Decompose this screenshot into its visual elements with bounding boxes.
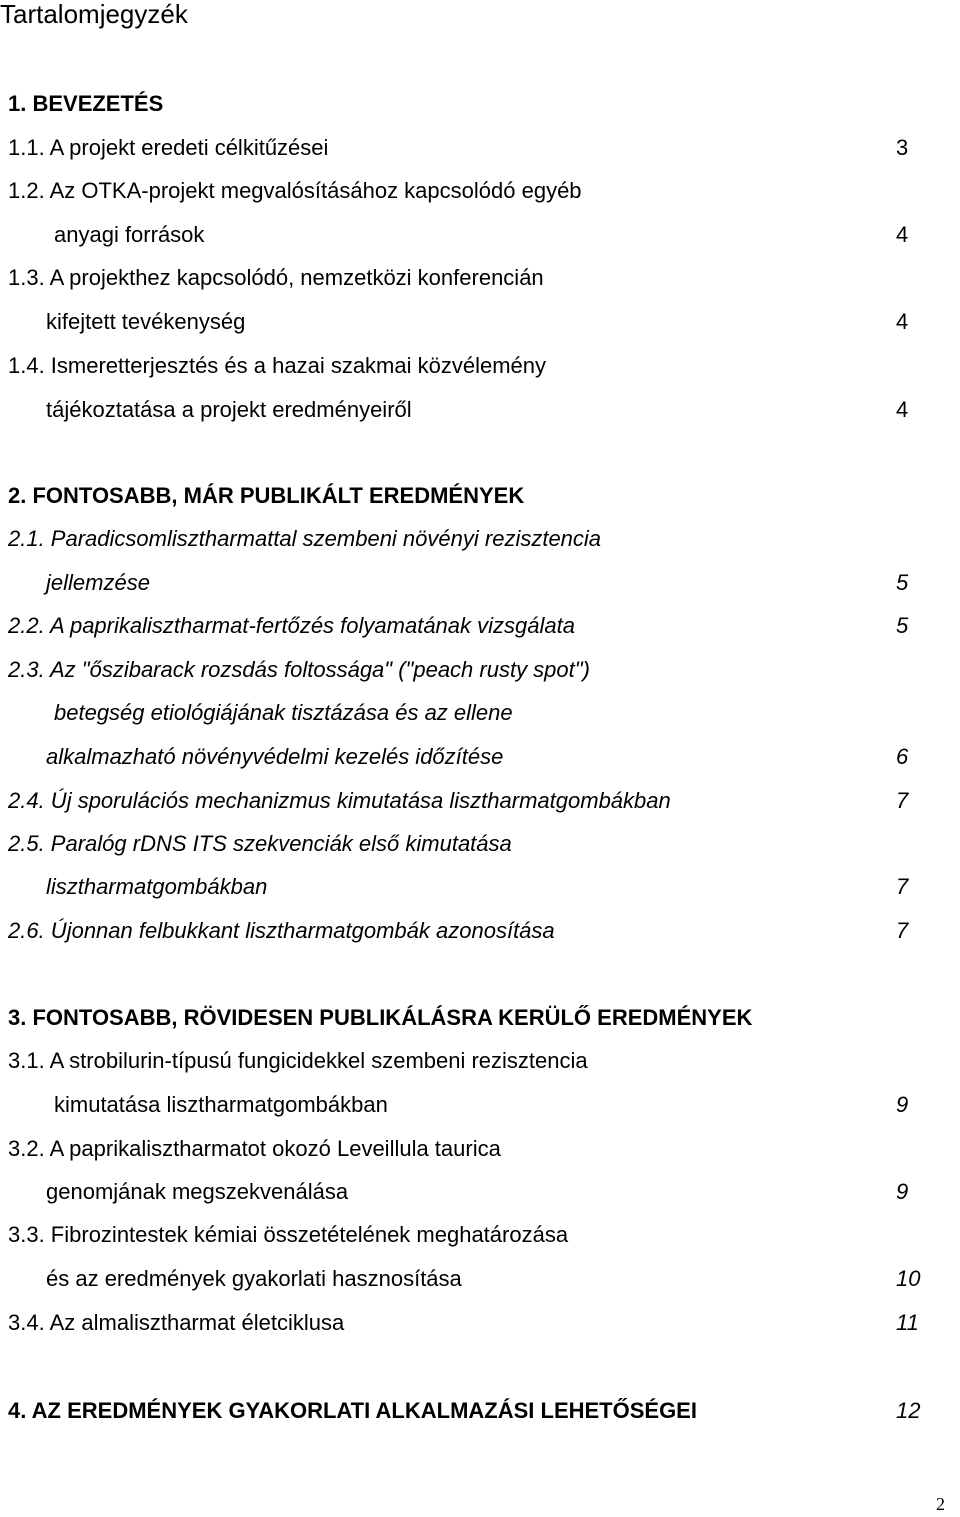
toc-entry-2-1-cont: jellemzése [46, 570, 150, 595]
toc-entry-3-2-text: 3.2. A paprikalisztharmatot okozó [8, 1136, 337, 1161]
toc-entry-2-5-cont: lisztharmatgombákban [46, 874, 268, 899]
toc-page-3-3: 10 [896, 1266, 921, 1291]
toc-entry-3-3-cont: és az eredmények gyakorlati hasznosítása [46, 1266, 462, 1291]
toc-page-2-5: 7 [896, 874, 909, 899]
section-2-heading: 2. FONTOSABB, MÁR PUBLIKÁLT EREDMÉNYEK [8, 483, 525, 508]
toc-entry-2-6: 2.6. Újonnan felbukkant lisztharmatgombák azonosítása [8, 918, 555, 943]
toc-entry-1-4: 1.4. Ismeretterjesztés és a hazai szakmai közvélemény [8, 353, 547, 378]
toc-entry-1-1: 1.1. A projekt eredeti célkitűzései [8, 135, 329, 160]
toc-entry-3-3: 3.3. Fibrozintestek kémiai összetételének meghatározása [8, 1222, 569, 1247]
toc-entry-2-2: 2.2. A paprikalisztharmat-fertőzés folyamatának vizsgálata [8, 613, 575, 638]
toc-page-1-3: 4 [896, 309, 909, 334]
toc-entry-1-3: 1.3. A projekthez kapcsolódó, nemzetközi konferencián [8, 265, 544, 290]
toc-page-2-2: 5 [896, 613, 909, 638]
document-title: Tartalomjegyzék [0, 0, 188, 29]
toc-entry-2-4: 2.4. Új sporulációs mechanizmus kimutatása lisztharmatgombákban [8, 788, 671, 813]
toc-page-1-4: 4 [896, 397, 909, 422]
toc-page-3-1: 9 [896, 1092, 909, 1117]
toc-entry-2-3-cont2: alkalmazható növényvédelmi kezelés időzítése [46, 744, 504, 769]
toc-entry-3-2-cont: genomjának megszekvenálása [46, 1179, 349, 1204]
toc-page-2-6: 7 [896, 918, 909, 943]
toc-entry-3-1-cont: kimutatása lisztharmatgombákban [54, 1092, 388, 1117]
toc-page-2-4: 7 [896, 788, 909, 813]
toc-page-1-2: 4 [896, 222, 909, 247]
toc-entry-2-5: 2.5. Paralóg rDNS ITS szekvenciák első kimutatása [8, 831, 512, 856]
toc-entry-1-2-cont: anyagi források [54, 222, 205, 247]
toc-page-2-1: 5 [896, 570, 909, 595]
toc-entry-1-2: 1.2. Az OTKA-projekt megvalósításához kapcsolódó egyéb [8, 178, 582, 203]
toc-entry-1-3-cont: kifejtett tevékenység [46, 309, 246, 334]
toc-page-3-2: 9 [896, 1179, 909, 1204]
toc-entry-3-2 [8, 1134, 501, 1164]
toc-page-4: 12 [896, 1398, 921, 1423]
toc-page-2-3: 6 [896, 744, 909, 769]
toc-entry-3-1: 3.1. A strobilurin-típusú fungicidekkel szembeni rezisztencia [8, 1048, 588, 1073]
toc-entry-3-2-species: Leveillula taurica [336, 1136, 501, 1161]
toc-entry-2-1: 2.1. Paradicsomlisztharmattal szembeni növényi rezisztencia [8, 526, 602, 551]
page-number: 2 [936, 1494, 945, 1514]
section-1-heading: 1. BEVEZETÉS [8, 91, 164, 116]
toc-entry-1-4-cont: tájékoztatása a projekt eredményeiről [46, 397, 412, 422]
toc-entry-2-3-cont: betegség etiológiájának tisztázása és az ellene [54, 700, 513, 725]
toc-entry-2-3: 2.3. Az "őszibarack rozsdás foltossága" ("peach rusty spot") [8, 657, 590, 682]
section-3-heading: 3. FONTOSABB, RÖVIDESEN PUBLIKÁLÁSRA KERÜLŐ EREDMÉNYEK [8, 1005, 753, 1030]
toc-entry-3-4: 3.4. Az almalisztharmat életciklusa [8, 1310, 345, 1335]
toc-page-1-1: 3 [896, 135, 909, 160]
toc-page-3-4: 11 [896, 1310, 919, 1335]
section-4-heading: 4. AZ EREDMÉNYEK GYAKORLATI ALKALMAZÁSI LEHETŐSÉGEI [8, 1398, 697, 1423]
